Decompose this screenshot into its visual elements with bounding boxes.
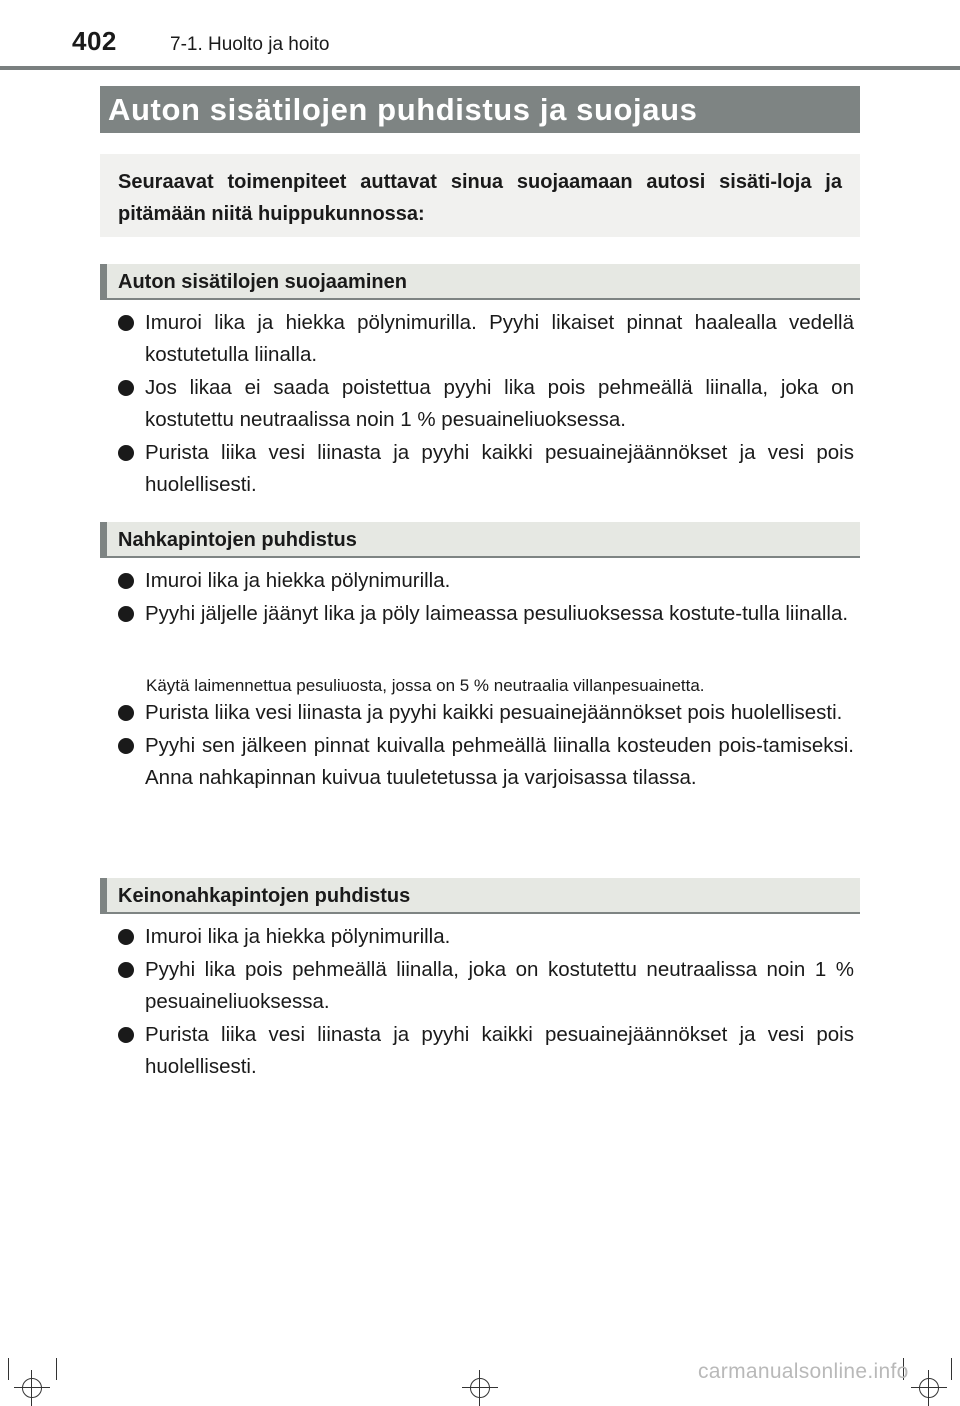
list-item-text: Imuroi lika ja hiekka pölynimurilla. Pyyhi likaiset pinnat haalealla vedellä kostutetulla liinalla. [145,311,854,366]
list-item-text: Jos likaa ei saada poistettua pyyhi lika pois pehmeällä liinalla, joka on kostutettu neutraalissa noin 1 % pesuaineliuoksessa. [145,376,854,431]
list-item [100,954,860,1018]
section-heading-synthetic-leather-cleaning: Keinonahkapintojen puhdistus [100,878,860,914]
bullet-icon [118,445,134,461]
section-heading-leather-cleaning: Nahkapintojen puhdistus [100,522,860,558]
section-list-leather-cleaning [100,565,860,631]
crop-mark-icon [951,1358,952,1380]
list-item [100,697,860,729]
section-list-synthetic-leather-cleaning [100,921,860,1084]
list-item-text: Purista liika vesi liinasta ja pyyhi kaikki pesuainejäännökset pois huolellisesti. [145,701,843,724]
section-list-leather-cleaning-continued [100,697,860,795]
list-item [100,921,860,953]
page-title: Auton sisätilojen puhdistus ja suojaus [100,86,860,133]
page-header [0,0,960,70]
list-item-text: Purista liika vesi liinasta ja pyyhi kaikki pesuainejäännökset ja vesi pois huolellisesti. [145,441,854,496]
crop-mark-icon [56,1358,57,1380]
bullet-icon [118,929,134,945]
list-item [100,307,860,371]
registration-mark-icon [911,1370,947,1406]
page-number: 402 [72,26,117,56]
list-item [100,730,860,794]
bullet-icon [118,738,134,754]
list-item-text: Pyyhi lika pois pehmeällä liinalla, joka on kostutettu neutraalissa noin 1 % pesuaineliuoksessa. [145,958,854,1013]
list-item-text: Imuroi lika ja hiekka pölynimurilla. [145,569,451,592]
chapter-title: 7-1. Huolto ja hoito [170,34,330,55]
list-item-text: Pyyhi sen jälkeen pinnat kuivalla pehmeällä liinalla kosteuden pois-tamiseksi. Anna nahkapinnan kuivua tuuletetussa ja varjoisassa tilassa. [145,734,854,789]
list-item [100,372,860,436]
header-divider [0,66,960,70]
list-item [100,1019,860,1083]
bullet-icon [118,573,134,589]
list-item-text: Purista liika vesi liinasta ja pyyhi kaikki pesuainejäännökset ja vesi pois huolellisesti. [145,1023,854,1078]
registration-mark-icon [462,1370,498,1406]
intro-box: Seuraavat toimenpiteet auttavat sinua suojaamaan autosi sisäti-loja ja pitämään niitä huippukunnossa: [100,154,860,237]
section-heading-interior-protection: Auton sisätilojen suojaaminen [100,264,860,300]
bullet-icon [118,606,134,622]
list-item [100,437,860,501]
list-item [100,598,860,630]
bullet-icon [118,962,134,978]
list-item-text: Imuroi lika ja hiekka pölynimurilla. [145,925,451,948]
registration-mark-icon [14,1370,50,1406]
bullet-icon [118,315,134,331]
note-text: Käytä laimennettua pesuliuosta, jossa on 5 % neutraalia villanpesuainetta. [146,676,705,695]
bullet-icon [118,705,134,721]
section-list-interior-protection [100,307,860,502]
crop-mark-icon [8,1358,9,1380]
list-item-text: Pyyhi jäljelle jäänyt lika ja pöly laimeassa pesuliuoksessa kostute-tulla liinalla. [145,602,849,625]
bullet-icon [118,1027,134,1043]
bullet-icon [118,380,134,396]
list-item [100,565,860,597]
watermark: carmanualsonline.info [698,1360,909,1383]
